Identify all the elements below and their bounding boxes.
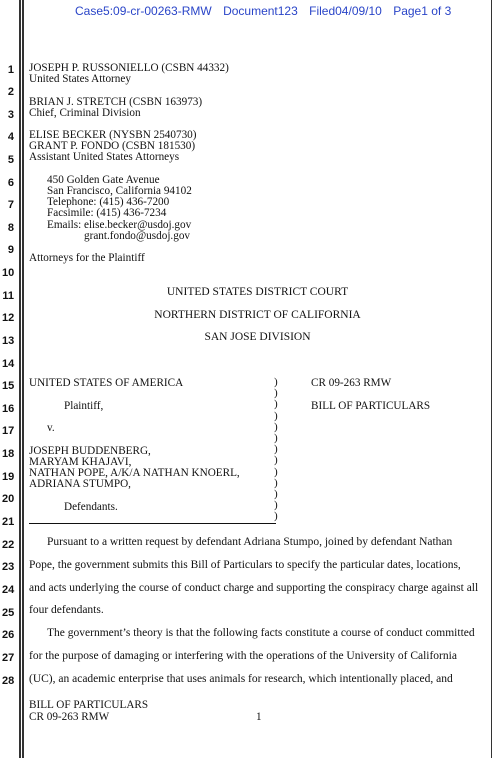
email-1: Emails: elise.becker@usdoj.gov [47, 219, 192, 231]
line-number: 10 [2, 267, 15, 279]
caption-plaintiff-label: Plaintiff, [64, 400, 104, 412]
line-number: 9 [7, 244, 14, 256]
line-number: 7 [7, 199, 14, 211]
line-number: 23 [2, 561, 15, 573]
line-number: 27 [2, 652, 15, 664]
caption-defendant-3: NATHAN POPE, A/K/A NATHAN KNOERL, [29, 467, 240, 479]
filing-header [75, 4, 459, 18]
line-number: 28 [2, 675, 15, 687]
attorneys-for: Attorneys for the Plaintiff [29, 252, 145, 264]
address-line-1: 450 Golden Gate Avenue [47, 174, 160, 186]
body-line-24: and acts underlying the course of conduct charge and supporting the conspiracy charge against all [29, 582, 479, 594]
caption-paren: ) [274, 376, 278, 388]
caption-paren: ) [274, 387, 278, 400]
line-number: 19 [2, 471, 15, 483]
caption-paren: ) [274, 499, 278, 512]
body-line-26: The government’s theory is that the following facts constitute a course of conduct committed [47, 627, 475, 639]
court-name: UNITED STATES DISTRICT COURT [166, 286, 349, 298]
caption-versus: v. [47, 422, 55, 434]
line-number: 22 [2, 539, 15, 551]
left-margin-rule-inner [22, 0, 24, 758]
caption-paren: ) [274, 510, 278, 523]
header-case-number: Case5:09-cr-00263-RMW [75, 4, 212, 18]
address-line-2: San Francisco, California 94102 [47, 185, 192, 197]
court-district: NORTHERN DISTRICT OF CALIFORNIA [154, 309, 361, 321]
facsimile: Facsimile: (415) 436-7234 [47, 207, 167, 219]
line-number: 8 [7, 222, 14, 234]
line-number: 26 [2, 629, 15, 641]
caption-defendants-label: Defendants. [64, 501, 118, 513]
footer-case-number: CR 09-263 RMW [29, 711, 110, 723]
counsel-name-4: GRANT P. FONDO (CSBN 181530) [29, 140, 196, 152]
line-number: 3 [7, 109, 14, 121]
body-line-22: Pursuant to a written request by defendant Adriana Stumpo, joined by defendant Nathan [47, 536, 453, 548]
footer-page-number: 1 [256, 711, 262, 723]
line-number: 21 [2, 516, 15, 528]
caption-paren: ) [274, 420, 278, 433]
caption-paren: ) [274, 398, 278, 411]
caption-defendant-4: ADRIANA STUMPO, [29, 478, 131, 490]
caption-paren: ) [274, 432, 278, 444]
caption-defendant-2: MARYAM KHAJAVI, [29, 456, 132, 468]
line-number: 4 [7, 131, 14, 143]
case-number: CR 09-263 RMW [311, 377, 392, 389]
line-number: 20 [2, 493, 15, 505]
header-filed-date: Filed04/09/10 [309, 4, 382, 18]
line-number: 11 [2, 290, 14, 302]
left-margin-rule-outer [19, 0, 21, 758]
counsel-title-3: Assistant United States Attorneys [29, 151, 180, 163]
telephone: Telephone: (415) 436-7200 [47, 196, 170, 208]
line-number: 5 [7, 154, 14, 166]
caption-underline [29, 523, 276, 524]
counsel-title-2: Chief, Criminal Division [29, 107, 141, 119]
line-number: 25 [2, 607, 15, 619]
line-number: 15 [2, 380, 15, 392]
counsel-name-3: ELISE BECKER (NYSBN 2540730) [29, 129, 197, 141]
caption-plaintiff: UNITED STATES OF AMERICA [29, 377, 184, 389]
court-division: SAN JOSE DIVISION [204, 331, 311, 343]
line-number: 13 [2, 335, 15, 347]
header-page-count: Page1 of 3 [393, 4, 452, 18]
counsel-name-1: JOSEPH P. RUSSONIELLO (CSBN 44332) [29, 62, 229, 74]
caption-paren: ) [274, 409, 278, 422]
counsel-name-2: BRIAN J. STRETCH (CSBN 163973) [29, 96, 203, 108]
line-number: 24 [2, 584, 15, 596]
line-number: 18 [2, 448, 15, 460]
caption-paren: ) [274, 443, 278, 456]
body-line-23: Pope, the government submits this Bill of Particulars to specify the particular dates, locations, [29, 559, 461, 571]
line-number: 6 [7, 177, 14, 189]
header-document-number: Document123 [223, 4, 298, 18]
line-number: 2 [7, 86, 14, 98]
body-line-25: four defendants. [29, 604, 104, 616]
caption-paren: ) [274, 465, 278, 478]
line-number: 14 [2, 358, 15, 370]
footer-title: BILL OF PARTICULARS [29, 699, 149, 711]
caption-defendant-1: JOSEPH BUDDENBERG, [29, 445, 151, 457]
email-2: grant.fondo@usdoj.gov [84, 230, 191, 242]
caption-paren: ) [274, 476, 278, 489]
caption-paren: ) [274, 488, 278, 500]
counsel-title-1: United States Attorney [29, 73, 131, 85]
body-line-28: (UC), an academic enterprise that uses animals for research, which intentionally placed, and [29, 673, 453, 685]
line-number: 12 [2, 312, 15, 324]
body-line-27: for the purpose of damaging or interfering with the operations of the University of California [29, 650, 457, 662]
caption-paren: ) [274, 454, 278, 467]
line-number: 1 [7, 64, 14, 76]
document-title: BILL OF PARTICULARS [311, 400, 431, 412]
line-number: 17 [2, 425, 15, 437]
right-margin-rule [491, 0, 492, 758]
line-number: 16 [2, 403, 15, 415]
